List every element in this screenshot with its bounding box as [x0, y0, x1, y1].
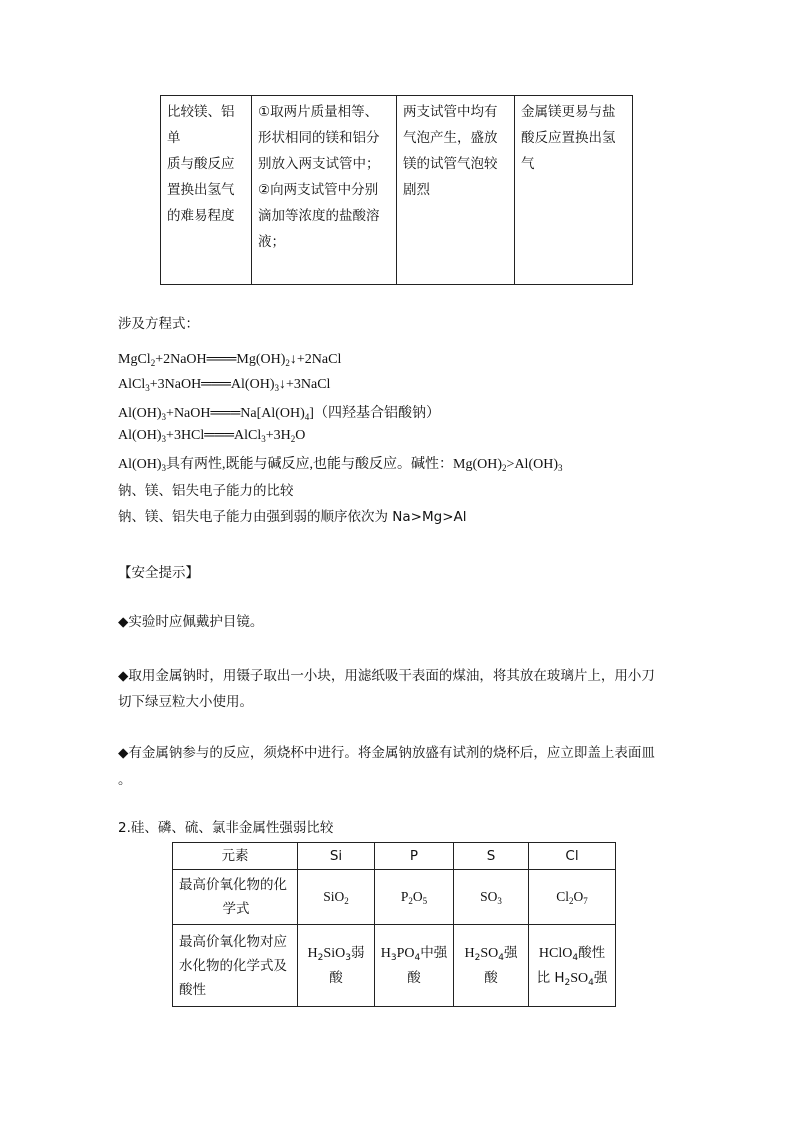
cell-line: 酸反应置换出氢	[521, 130, 616, 146]
experiment-conclusion-cell	[515, 96, 633, 285]
cell-line: 气	[521, 156, 535, 172]
safety-item: ◆实验时应佩戴护目镜。	[118, 614, 264, 630]
cell-line: 质与酸反应	[167, 156, 235, 172]
equation-line: $MgCl_2+2NaOH═══Mg(OH)_2↓+2NaCl$	[118, 352, 342, 368]
table-row	[161, 96, 633, 285]
header-cell: Cl	[529, 843, 616, 870]
experiment-steps-cell	[252, 96, 397, 285]
cell-line: 的难易程度	[167, 208, 235, 224]
safety-item-cont: 。	[118, 772, 132, 788]
cell-line: ②向两支试管中分别	[258, 182, 379, 198]
equation-line: $AlCl_3+3NaOH═══Al(OH)_3↓+3NaCl$	[118, 377, 331, 393]
table-row	[173, 925, 616, 1007]
table-cell: $SO_3$	[454, 870, 529, 925]
header-cell: Si	[298, 843, 375, 870]
header-cell: S	[454, 843, 529, 870]
table-cell: $Cl_2O_7$	[529, 870, 616, 925]
equation-line: $Al(OH)_3+3HCl═══AlCl_3+3H_2O$	[118, 428, 306, 444]
experiment-phenomenon-cell	[397, 96, 515, 285]
cell-line: 滴加等浓度的盐酸溶	[258, 208, 380, 224]
cell-line: 镁的试管气泡较	[403, 156, 498, 172]
cell-line: 两支试管中均有	[403, 104, 498, 120]
cell-line: 剧烈	[403, 182, 430, 198]
cell-line: 置换出氢气	[167, 182, 235, 198]
cell-line: ①取两片质量相等、	[258, 104, 379, 120]
header-cell: 元素	[173, 843, 298, 870]
row-label: 最高价氧化物对应 水化物的化学式及 酸性	[173, 925, 298, 1007]
table-cell: $H_2SiO_3$弱 酸	[298, 925, 375, 1007]
cell-line: 金属镁更易与盐	[521, 104, 616, 120]
table-cell: HClO$_4$酸性 比 $H_2SO_4$强	[529, 925, 616, 1007]
safety-title: 【安全提示】	[118, 565, 199, 581]
experiment-table	[160, 95, 633, 285]
cell-line: 气泡产生，盛放	[403, 130, 498, 146]
section-title: 2.硅、磷、硫、氯非金属性强弱比较	[118, 820, 334, 836]
amphoteric-note: $Al(OH)_3$具有两性,既能与碱反应,也能与酸反应。碱性：$Mg(OH)_2>Al(OH)_3$	[118, 457, 563, 473]
safety-item: ◆有金属钠参与的反应，须烧杯中进行。将金属钠放盛有试剂的烧杯后，应立即盖上表面皿	[118, 745, 655, 761]
table-row	[173, 843, 616, 870]
table-row	[173, 870, 616, 925]
cell-line: 液；	[258, 234, 285, 250]
table-cell: $P_2O_5$	[375, 870, 454, 925]
equations-title: 涉及方程式：	[118, 316, 199, 332]
experiment-purpose-cell	[161, 96, 252, 285]
header-cell: P	[375, 843, 454, 870]
equation-line: $Al(OH)_3+NaOH═══Na[Al(OH)_4]$（四羟基合铝酸钠）	[118, 406, 440, 422]
safety-item: ◆取用金属钠时，用镊子取出一小块，用滤纸吸干表面的煤油，将其放在玻璃片上，用小刀	[118, 668, 655, 684]
cell-line: 别放入两支试管中；	[258, 156, 380, 172]
row-label: 最高价氧化物的化 学式	[173, 870, 298, 925]
cell-line: 形状相同的镁和铝分	[258, 130, 380, 146]
table-cell: $H_2SO_4$强 酸	[454, 925, 529, 1007]
table-cell: SiO$_2$	[298, 870, 375, 925]
table-cell: $H_3PO_4$中强 酸	[375, 925, 454, 1007]
safety-item-cont: 切下绿豆粒大小使用。	[118, 694, 253, 710]
text-line: 钠、镁、铝失电子能力的比较	[118, 483, 294, 499]
cell-line: 比较镁、铝单	[167, 104, 235, 146]
text-line: 钠、镁、铝失电子能力由强到弱的顺序依次为 Na>Mg>Al	[118, 509, 467, 525]
nonmetal-comparison-table	[172, 842, 616, 1007]
